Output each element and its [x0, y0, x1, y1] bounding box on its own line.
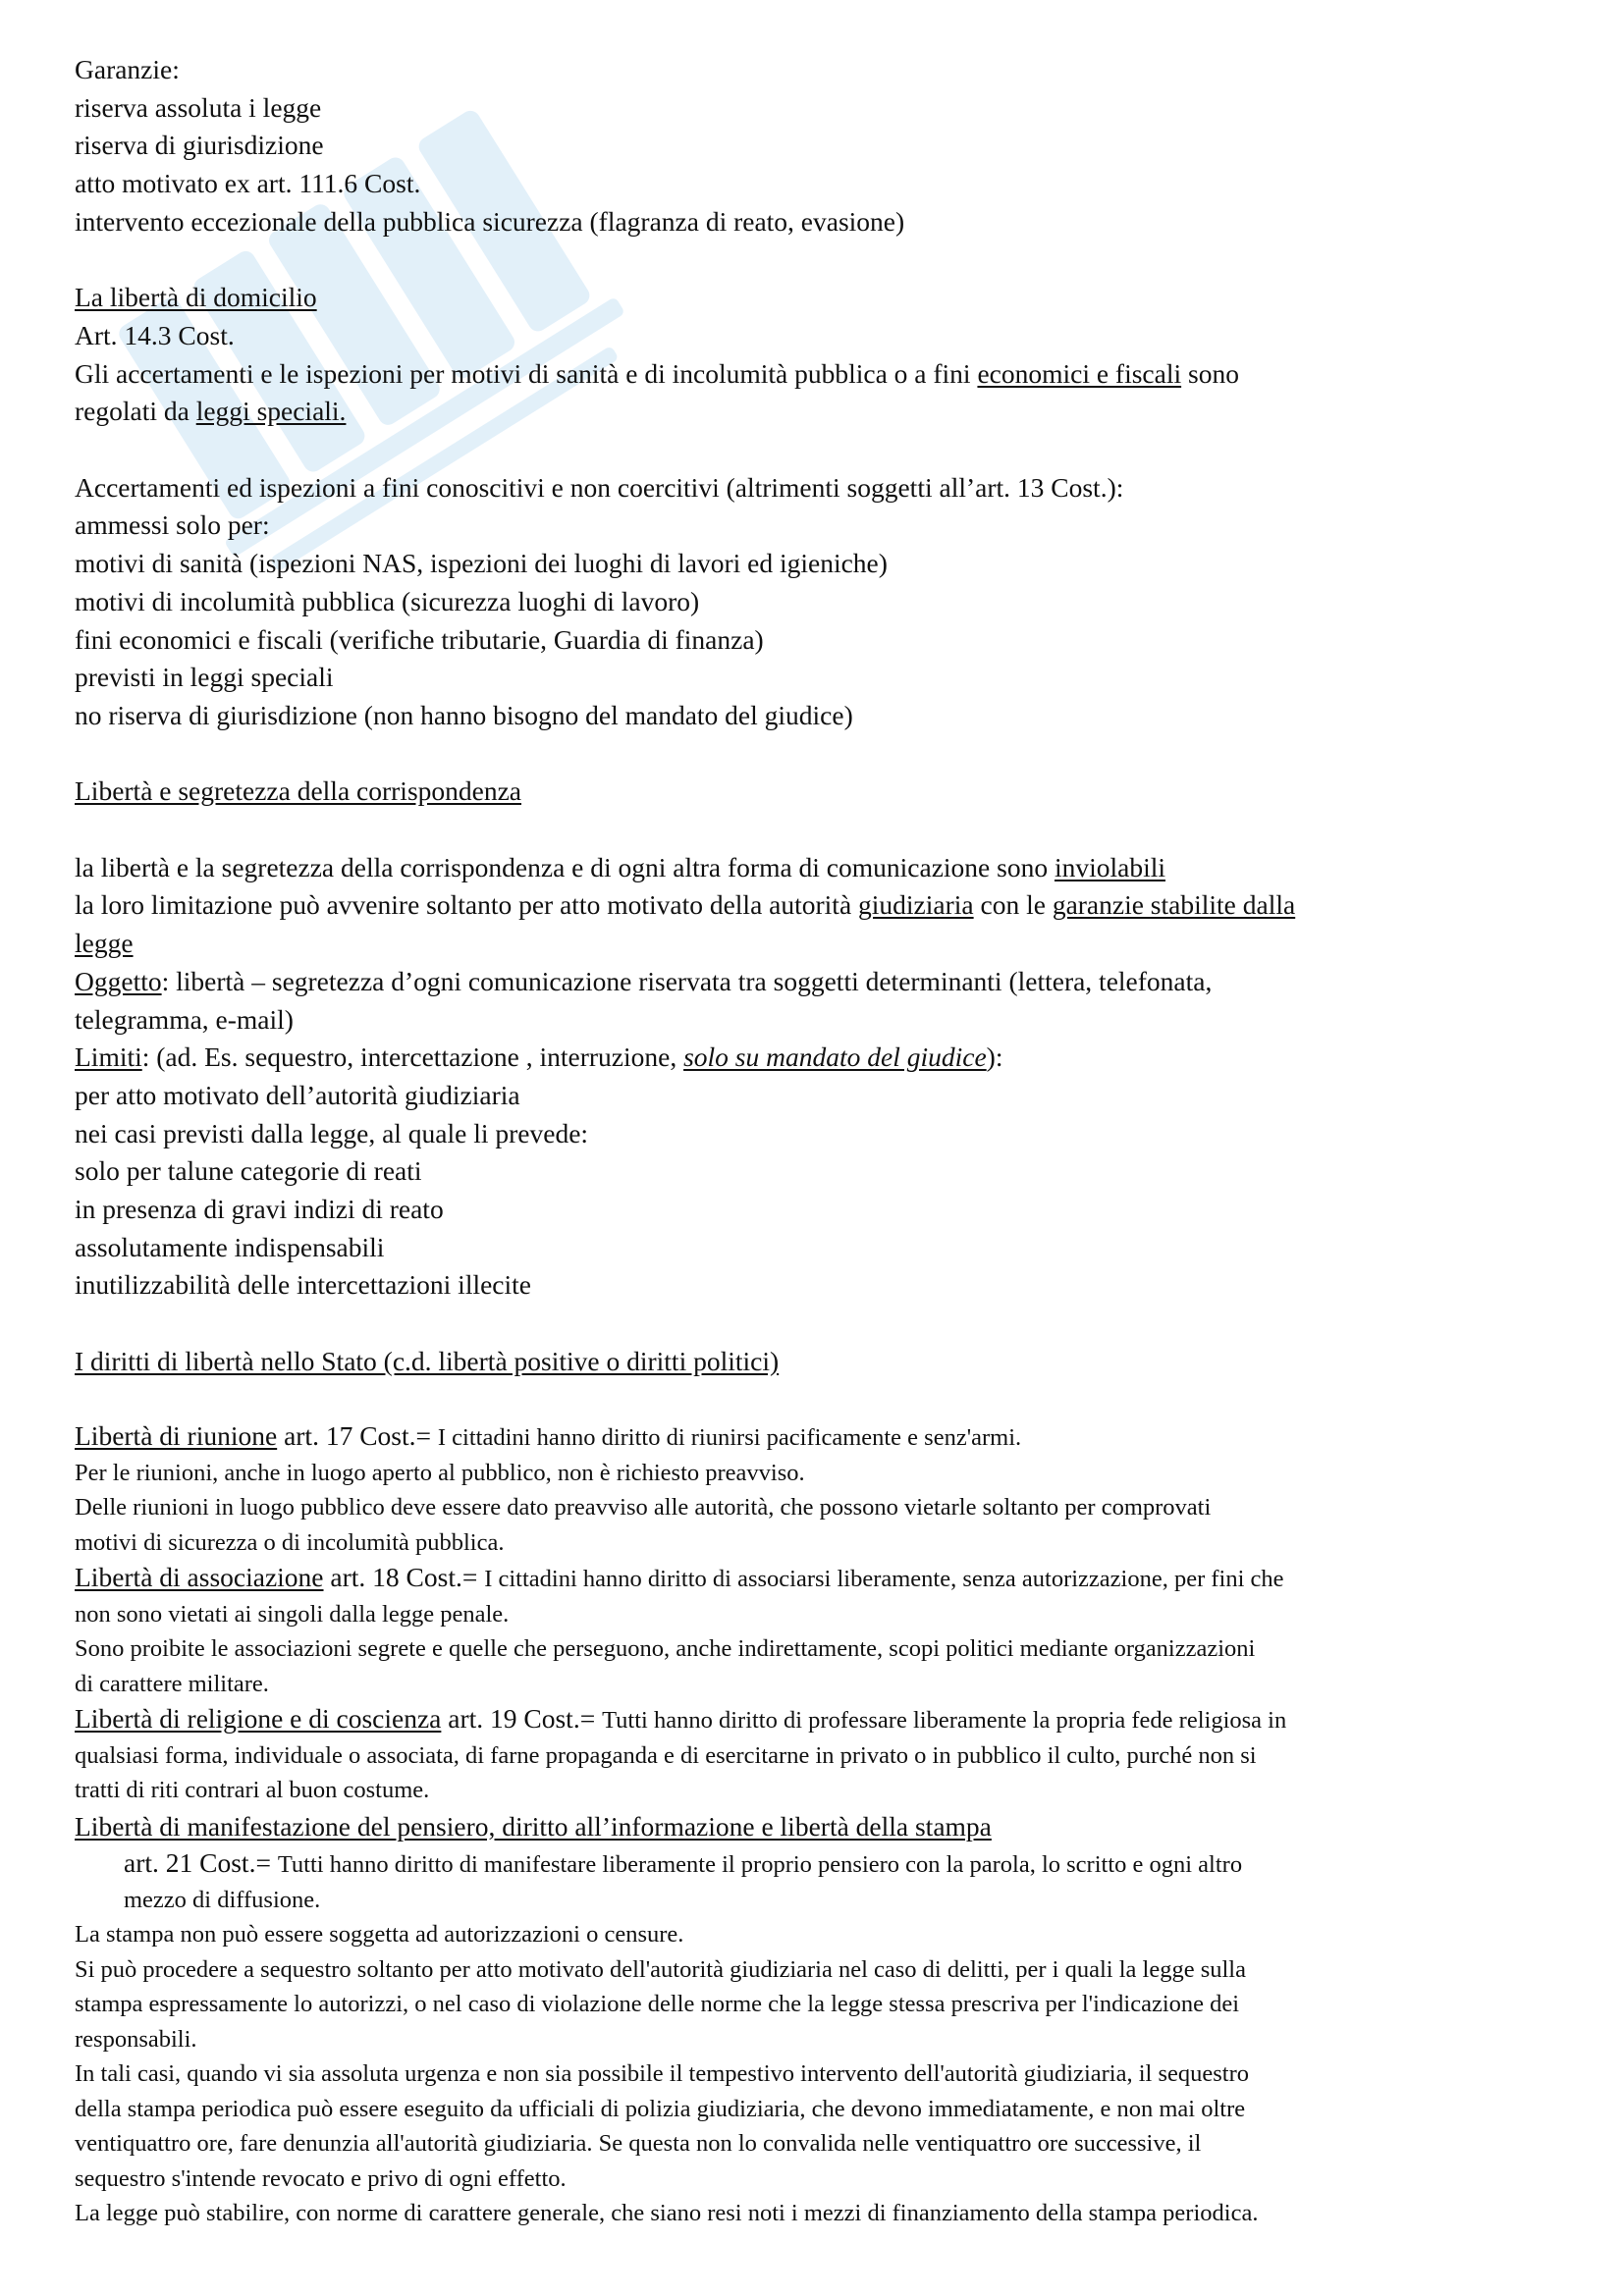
- corrispondenza-item: per atto motivato dell’autorità giudiziaria: [75, 1079, 520, 1110]
- pensiero-line: responsabili.: [75, 2025, 197, 2053]
- document-page: [75, 51, 1587, 2231]
- corrispondenza-item: in presenza di gravi indizi di reato: [75, 1194, 444, 1225]
- corrispondenza-limiti: Limiti: (ad. Es. sequestro, intercettazione , interruzione, solo su mandato del giudice):: [75, 1041, 1003, 1073]
- domicilio-item: previsti in leggi speciali: [75, 662, 334, 693]
- riunione-line: motivi di sicurezza o di incolumità pubblica.: [75, 1528, 505, 1556]
- garanzie-item: intervento eccezionale della pubblica sicurezza (flagranza di reato, evasione): [75, 205, 905, 237]
- riunione-line: Delle riunioni in luogo pubblico deve essere dato preavviso alle autorità, che possono vietarle soltanto per comprovati: [75, 1494, 1212, 1522]
- pensiero-line: In tali casi, quando vi sia assoluta urgenza e non sia possibile il tempestivo intervento dell'autorità giudiziaria, il sequestro: [75, 2060, 1250, 2088]
- pensiero-line: sequestro s'intende revocato e privo di ogni effetto.: [75, 2164, 567, 2192]
- pensiero-line: stampa espressamente lo autorizzi, o nel caso di violazione delle norme che la legge stessa prescriva per l'indicazione dei: [75, 1991, 1240, 2018]
- pensiero-line: Si può procedere a sequestro soltanto per atto motivato dell'autorità giudiziaria nel caso di delitti, per i quali la legge sulla: [75, 1955, 1246, 1983]
- pensiero-line: La stampa non può essere soggetta ad autorizzazioni o censure.: [75, 1921, 684, 1949]
- corrispondenza-p1: la libertà e la segretezza della corrispondenza e di ogni altra forma di comunicazione sono inviolabili: [75, 851, 1166, 882]
- corrispondenza-heading: Libertà e segretezza della corrispondenza: [75, 775, 522, 807]
- riunione-first: Libertà di riunione art. 17 Cost.= I cittadini hanno diritto di riunirsi pacificamente e senz'armi.: [75, 1420, 1022, 1452]
- garanzie-item: riserva assoluta i legge: [75, 91, 322, 123]
- pensiero-line: La legge può stabilire, con norme di carattere generale, che siano resi noti i mezzi di finanziamento della stampa periodica.: [75, 2200, 1259, 2227]
- religione-first: Libertà di religione e di coscienza art. 19 Cost.= Tutti hanno diritto di professare liberamente la propria fede religiosa in: [75, 1703, 1287, 1735]
- corrispondenza-p2-end: legge: [75, 928, 134, 959]
- pensiero-article: art. 21 Cost.= Tutti hanno diritto di manifestare liberamente il proprio pensiero con la parola, lo scritto e ogni altro: [124, 1847, 1243, 1879]
- corrispondenza-item: nei casi previsti dalla legge, al quale li prevede:: [75, 1117, 589, 1148]
- domicilio-article: Art. 14.3 Cost.: [75, 319, 235, 350]
- pensiero-heading: Libertà di manifestazione del pensiero, diritto all’informazione e libertà della stampa: [75, 1810, 992, 1842]
- associazione-line: non sono vietati ai singoli dalla legge penale.: [75, 1600, 510, 1628]
- corrispondenza-p2: la loro limitazione può avvenire soltanto per atto motivato della autorità giudiziaria con le garanzie stabilite dalla: [75, 889, 1296, 921]
- religione-line: qualsiasi forma, individuale o associata, di farne propaganda e di esercitarne in privato o in pubblico il culto, purché non si: [75, 1741, 1257, 1769]
- religione-line: tratti di riti contrari al buon costume.: [75, 1777, 430, 1804]
- pensiero-article-cont: mezzo di diffusione.: [124, 1886, 321, 1913]
- pensiero-line: ventiquattro ore, fare denunzia all'autorità giudiziaria. Se questa non lo convalida nelle ventiquattro ore successive, il: [75, 2130, 1202, 2158]
- corrispondenza-oggetto: Oggetto: libertà – segretezza d’ogni comunicazione riservata tra soggetti determinanti (lettera, telefonata,: [75, 965, 1213, 996]
- corrispondenza-item: solo per talune categorie di reati: [75, 1155, 422, 1187]
- garanzie-item: atto motivato ex art. 111.6 Cost.: [75, 168, 421, 199]
- domicilio-intro: Accertamenti ed ispezioni a fini conoscitivi e non coercitivi (altrimenti soggetti all’art. 13 Cost.):: [75, 471, 1124, 503]
- associazione-line: Sono proibite le associazioni segrete e quelle che perseguono, anche indirettamente, scopi politici mediante organizzazioni: [75, 1635, 1256, 1663]
- associazione-first: Libertà di associazione art. 18 Cost.= I cittadini hanno diritto di associarsi liberamente, senza autorizzazione, per fini che: [75, 1562, 1284, 1593]
- riunione-line: Per le riunioni, anche in luogo aperto al pubblico, non è richiesto preavviso.: [75, 1459, 805, 1486]
- domicilio-text-line2: regolati da leggi speciali.: [75, 396, 347, 427]
- domicilio-item: motivi di incolumità pubblica (sicurezza luoghi di lavoro): [75, 585, 700, 616]
- domicilio-item: ammessi solo per:: [75, 509, 270, 541]
- domicilio-item: no riserva di giurisdizione (non hanno bisogno del mandato del giudice): [75, 699, 853, 730]
- corrispondenza-item: inutilizzabilità delle intercettazioni illecite: [75, 1269, 532, 1301]
- associazione-line: di carattere militare.: [75, 1670, 269, 1697]
- domicilio-item: fini economici e fiscali (verifiche tributarie, Guardia di finanza): [75, 623, 764, 655]
- corrispondenza-item: assolutamente indispensabili: [75, 1231, 385, 1262]
- domicilio-text-line1: Gli accertamenti e le ispezioni per motivi di sanità e di incolumità pubblica o a fini economici e fiscali sono: [75, 357, 1239, 389]
- stato-heading: I diritti di libertà nello Stato (c.d. libertà positive o diritti politici): [75, 1345, 780, 1376]
- corrispondenza-oggetto-cont: telegramma, e-mail): [75, 1003, 294, 1035]
- pensiero-line: della stampa periodica può essere eseguito da ufficiali di polizia giudiziaria, che devono immediatamente, e non mai oltre: [75, 2095, 1246, 2122]
- garanzie-title: Garanzie:: [75, 54, 180, 84]
- domicilio-heading: La libertà di domicilio: [75, 282, 317, 313]
- domicilio-item: motivi di sanità (ispezioni NAS, ispezioni dei luoghi di lavori ed igieniche): [75, 548, 888, 579]
- garanzie-item: riserva di giurisdizione: [75, 130, 324, 161]
